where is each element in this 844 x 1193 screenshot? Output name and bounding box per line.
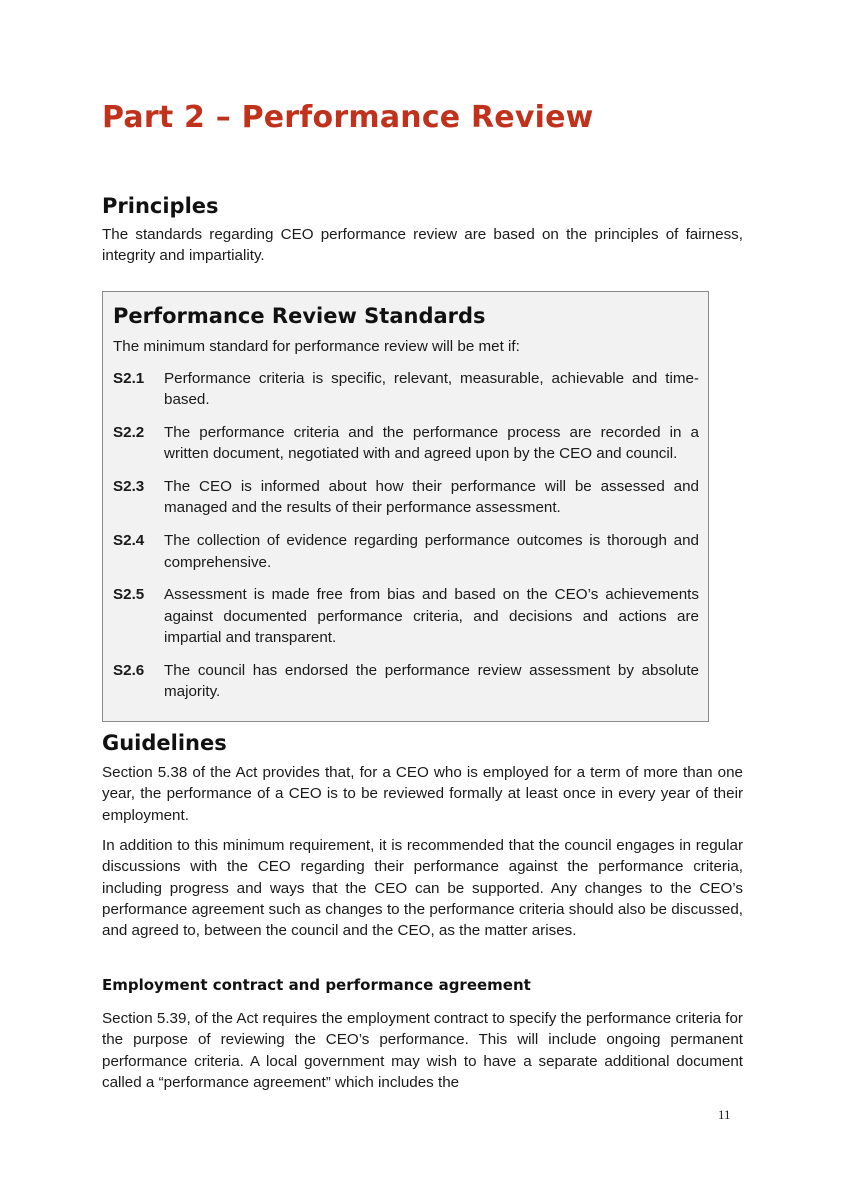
principles-heading: Principles — [102, 194, 219, 218]
standards-list — [113, 368, 699, 714]
standard-item — [113, 476, 699, 519]
standard-text: The CEO is informed about how their performance will be assessed and managed and the results of their performance assessment. — [164, 478, 699, 517]
standard-code: S2.6 — [113, 661, 145, 679]
contract-subheading: Employment contract and performance agreement — [102, 976, 531, 994]
standard-item — [113, 660, 699, 703]
standards-intro: The minimum standard for performance review will be met if: — [113, 338, 520, 355]
standard-item — [113, 422, 699, 465]
standard-item — [113, 368, 699, 411]
standard-text: The council has endorsed the performance review assessment by absolute majority. — [164, 661, 699, 701]
standard-text: The performance criteria and the performance process are recorded in a written document, negotiated with and agreed upon by the CEO and council. — [164, 424, 699, 463]
page-number: 11 — [718, 1107, 731, 1122]
page-title: Part 2 – Performance Review — [102, 100, 594, 135]
standard-text: Performance criteria is specific, relevant, measurable, achievable and time-based. — [164, 370, 699, 409]
guidelines-heading: Guidelines — [102, 731, 227, 755]
standard-text: Assessment is made free from bias and based on the CEO’s achievements against documented performance criteria, and decisions and actions are impartial and transparent. — [164, 586, 699, 646]
principles-text: The standards regarding CEO performance review are based on the principles of fairness, integrity and impartiality. — [102, 226, 743, 265]
standard-code: S2.1 — [113, 370, 145, 387]
guidelines-paragraph-2: In addition to this minimum requirement, it is recommended that the council engages in regular discussions with the CEO regarding their performance against the performance criteria, including progress and ways that the CEO can be supported. Any changes to the CEO’s performance agreement such as changes to the performance criteria should also be discussed, and agreed to, between the council and the CEO, as the matter arises. — [102, 837, 743, 940]
standard-item — [113, 530, 699, 573]
guidelines-paragraph-3: Section 5.39, of the Act requires the employment contract to specify the performance criteria for the purpose of reviewing the CEO’s performance. This will include ongoing permanent performance criteria. A local government may wish to have a separate additional document called a “performance agreement” which includes the — [102, 1010, 743, 1091]
guidelines-paragraph-1: Section 5.38 of the Act provides that, for a CEO who is employed for a term of more than one year, the performance of a CEO is to be reviewed formally at least once in every year of their employment. — [102, 764, 743, 824]
standard-code: S2.4 — [113, 532, 145, 550]
standard-code: S2.5 — [113, 586, 145, 604]
standards-heading: Performance Review Standards — [113, 304, 486, 328]
standard-code: S2.2 — [113, 424, 145, 442]
standard-code: S2.3 — [113, 478, 145, 496]
standard-text: The collection of evidence regarding performance outcomes is thorough and comprehensive. — [164, 532, 699, 571]
standard-item — [113, 584, 699, 648]
standards-box — [102, 291, 709, 722]
